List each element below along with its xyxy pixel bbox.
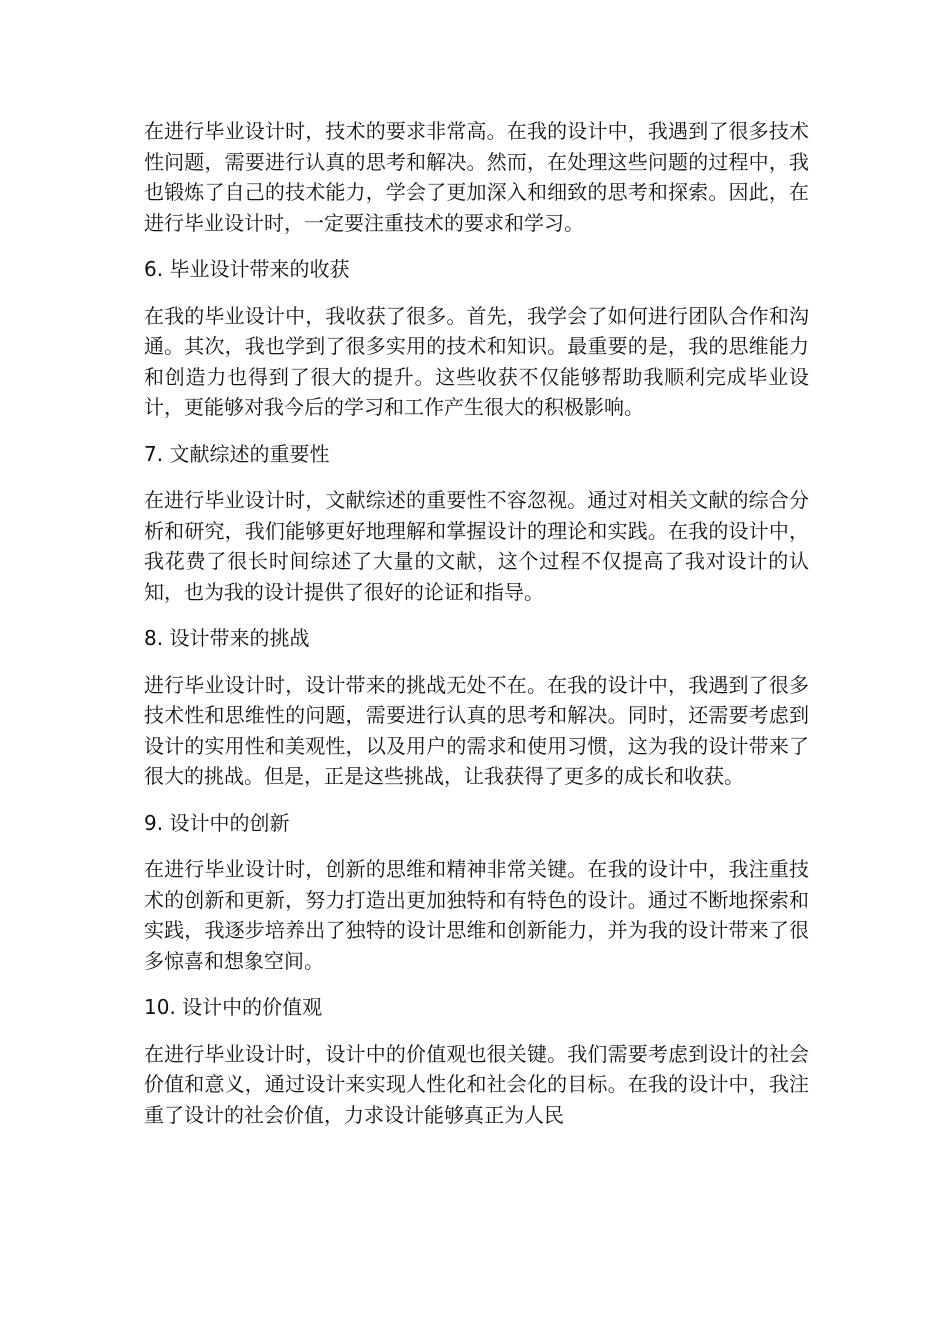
heading-section-8: 8. 设计带来的挑战: [144, 626, 310, 650]
heading-section-10: 10. 设计中的价值观: [144, 995, 323, 1019]
paragraph-innovation: 在进行毕业设计时，创新的思维和精神非常关键。在我的设计中，我注重技术的创新和更新，努力打造出更加独特和有特色的设计。通过不断地探索和实践，我逐步培养出了独特的设计思维和创新能力，并为我的设计带来了很多惊喜和想象空间。: [144, 857, 809, 973]
heading-section-6: 6. 毕业设计带来的收获: [144, 257, 350, 281]
document-body: [144, 116, 809, 1146]
paragraph-gains: 在我的毕业设计中，我收获了很多。首先，我学会了如何进行团队合作和沟通。其次，我也学到了很多实用的技术和知识。最重要的是，我的思维能力和创造力也得到了很大的提升。这些收获不仅能够帮助我顺利完成毕业设计，更能够对我今后的学习和工作产生很大的积极影响。: [144, 303, 809, 419]
paragraph-values: 在进行毕业设计时，设计中的价值观也很关键。我们需要考虑到设计的社会价值和意义，通过设计来实现人性化和社会化的目标。在我的设计中，我注重了设计的社会价值，力求设计能够真正为人民: [144, 1041, 809, 1127]
heading-section-7: 7. 文献综述的重要性: [144, 441, 330, 466]
heading-section-9: 9. 设计中的创新: [144, 810, 290, 835]
paragraph-technical-requirements: 在进行毕业设计时，技术的要求非常高。在我的设计中，我遇到了很多技术性问题，需要进行认真的思考和解决。然而，在处理这些问题的过程中，我也锻炼了自己的技术能力，学会了更加深入和细致的思考和探索。因此，在进行毕业设计时，一定要注重技术的要求和学习。: [144, 119, 809, 235]
paragraph-challenges: 进行毕业设计时，设计带来的挑战无处不在。在我的设计中，我遇到了很多技术性和思维性的问题，需要进行认真的思考和解决。同时，还需要考虑到设计的实用性和美观性，以及用户的需求和使用习惯，这为我的设计带来了很大的挑战。但是，正是这些挑战，让我获得了更多的成长和收获。: [144, 672, 809, 788]
paragraph-literature-review: 在进行毕业设计时，文献综述的重要性不容忽视。通过对相关文献的综合分析和研究，我们能够更好地理解和掌握设计的理论和实践。在我的设计中，我花费了很长时间综述了大量的文献，这个过程不仅提高了我对设计的认知，也为我的设计提供了很好的论证和指导。: [144, 488, 809, 604]
